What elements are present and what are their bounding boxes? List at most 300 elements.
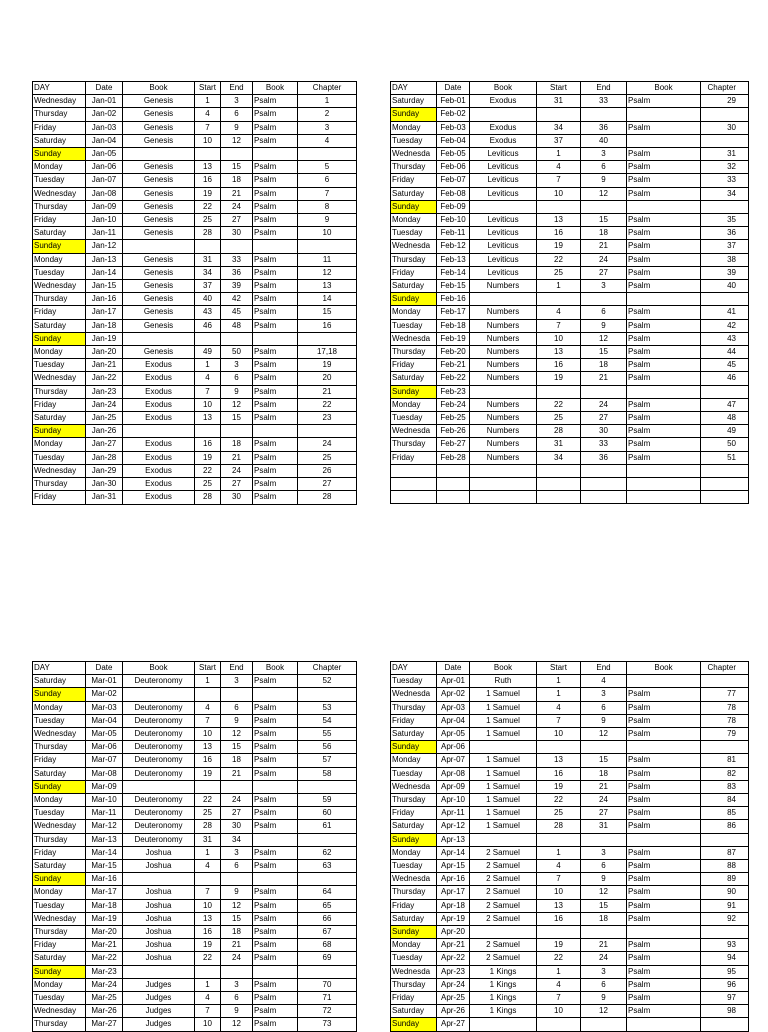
chapter-cell [701, 108, 749, 121]
chapter-cell: 70 [298, 978, 357, 991]
day-cell: Friday [33, 491, 86, 504]
start-cell: 13 [195, 741, 221, 754]
start-cell [537, 491, 581, 504]
psalm-book-cell: Psalm [627, 846, 701, 859]
chapter-cell: 2 [298, 108, 357, 121]
psalm-book-cell: Psalm [253, 372, 298, 385]
end-cell: 33 [221, 253, 253, 266]
table-row [391, 359, 749, 372]
book-cell [470, 293, 537, 306]
day-cell: Friday [391, 714, 437, 727]
day-cell: Thursday [33, 200, 86, 213]
chapter-cell: 68 [298, 939, 357, 952]
end-cell: 30 [581, 425, 627, 438]
date-cell: Jan-26 [86, 425, 123, 438]
chapter-cell: 36 [701, 227, 749, 240]
chapter-header: Chapter [298, 82, 357, 95]
psalm-book-cell: Psalm [253, 899, 298, 912]
end-cell: 3 [221, 359, 253, 372]
date-cell: Jan-03 [86, 121, 123, 134]
chapter-cell [298, 148, 357, 161]
day-cell: Wednesday [33, 187, 86, 200]
day-cell: Friday [391, 451, 437, 464]
book-cell: Joshua [123, 926, 195, 939]
chapter-cell: 64 [298, 886, 357, 899]
book-cell: 2 Samuel [470, 952, 537, 965]
chapter-cell: 34 [701, 187, 749, 200]
end-cell: 15 [221, 741, 253, 754]
table-row [33, 451, 357, 464]
table-row [391, 701, 749, 714]
date-cell: Jan-16 [86, 293, 123, 306]
chapter-cell [298, 780, 357, 793]
day-cell: Thursday [33, 108, 86, 121]
start-cell: 16 [537, 359, 581, 372]
table-row [391, 266, 749, 279]
start-cell: 25 [537, 412, 581, 425]
chapter-cell [701, 464, 749, 477]
book-cell: Numbers [470, 425, 537, 438]
day-cell: Monday [33, 253, 86, 266]
day-cell: Wednesda [391, 425, 437, 438]
book-cell: 1 Kings [470, 992, 537, 1005]
end-cell: 15 [581, 214, 627, 227]
end-cell: 12 [221, 728, 253, 741]
psalm-book-cell: Psalm [253, 200, 298, 213]
chapter-cell: 25 [298, 451, 357, 464]
table-row [33, 332, 357, 345]
start-cell: 37 [537, 134, 581, 147]
date-cell: Jan-29 [86, 464, 123, 477]
start-cell [195, 688, 221, 701]
psalm-book-cell: Psalm [253, 912, 298, 925]
day-cell: Friday [33, 398, 86, 411]
start-cell: 31 [537, 95, 581, 108]
chapter-cell: 4 [298, 134, 357, 147]
start-cell: 19 [537, 780, 581, 793]
table-row [33, 478, 357, 491]
day-cell: Wednesda [391, 148, 437, 161]
table-row [391, 214, 749, 227]
book-cell: 1 Samuel [470, 794, 537, 807]
date-cell: Jan-17 [86, 306, 123, 319]
chapter-cell: 32 [701, 161, 749, 174]
chapter-cell: 92 [701, 912, 749, 925]
book-cell: 1 Kings [470, 965, 537, 978]
end-cell: 34 [221, 833, 253, 846]
chapter-cell [298, 332, 357, 345]
date-cell: Jan-24 [86, 398, 123, 411]
end-cell: 3 [221, 846, 253, 859]
end-cell [221, 780, 253, 793]
date-cell: Apr-04 [437, 714, 470, 727]
date-cell: Mar-26 [86, 1005, 123, 1018]
day-cell [391, 464, 437, 477]
psalm-book-header: Book [253, 82, 298, 95]
start-cell [537, 200, 581, 213]
start-cell: 7 [537, 714, 581, 727]
psalm-book-cell [627, 491, 701, 504]
end-cell: 6 [221, 992, 253, 1005]
chapter-cell: 82 [701, 767, 749, 780]
book-cell: 2 Samuel [470, 846, 537, 859]
day-cell: Saturday [33, 319, 86, 332]
book-cell [470, 926, 537, 939]
day-cell: Sunday [391, 1018, 437, 1031]
psalm-book-cell: Psalm [253, 820, 298, 833]
chapter-cell: 21 [298, 385, 357, 398]
start-cell: 10 [195, 899, 221, 912]
date-cell: Apr-13 [437, 833, 470, 846]
psalm-book-cell: Psalm [627, 754, 701, 767]
psalm-book-cell [627, 464, 701, 477]
start-cell: 46 [195, 319, 221, 332]
psalm-book-cell [253, 780, 298, 793]
chapter-cell: 77 [701, 688, 749, 701]
start-cell [537, 478, 581, 491]
end-cell [581, 293, 627, 306]
chapter-cell: 79 [701, 728, 749, 741]
date-cell: Jan-04 [86, 134, 123, 147]
book-cell: Genesis [123, 346, 195, 359]
end-cell: 3 [221, 95, 253, 108]
end-cell: 6 [581, 978, 627, 991]
table-row [391, 425, 749, 438]
date-cell: Mar-01 [86, 675, 123, 688]
end-cell: 27 [221, 214, 253, 227]
end-cell: 27 [581, 412, 627, 425]
start-cell: 4 [537, 978, 581, 991]
book-cell: Judges [123, 992, 195, 1005]
start-cell: 19 [195, 187, 221, 200]
day-cell: Wednesday [33, 1005, 86, 1018]
book-cell: Genesis [123, 187, 195, 200]
date-cell: Jan-13 [86, 253, 123, 266]
table-row [33, 253, 357, 266]
chapter-cell: 62 [298, 846, 357, 859]
date-cell: Jan-06 [86, 161, 123, 174]
date-cell: Feb-19 [437, 332, 470, 345]
book-cell [470, 741, 537, 754]
day-cell: Monday [33, 886, 86, 899]
book-cell: Genesis [123, 293, 195, 306]
day-cell: Wednesda [391, 332, 437, 345]
date-cell: Feb-01 [437, 95, 470, 108]
chapter-cell: 41 [701, 306, 749, 319]
book-cell: 1 Samuel [470, 688, 537, 701]
book-cell: Leviticus [470, 174, 537, 187]
psalm-book-cell: Psalm [253, 1005, 298, 1018]
start-cell: 19 [195, 767, 221, 780]
chapter-cell: 31 [701, 148, 749, 161]
date-cell: Mar-23 [86, 965, 123, 978]
table-row [33, 1005, 357, 1018]
psalm-book-cell: Psalm [627, 398, 701, 411]
table-row [33, 754, 357, 767]
end-cell: 18 [221, 174, 253, 187]
book-cell: Leviticus [470, 161, 537, 174]
day-cell: Sunday [391, 833, 437, 846]
start-cell [537, 464, 581, 477]
psalm-book-cell: Psalm [253, 675, 298, 688]
chapter-cell: 88 [701, 860, 749, 873]
chapter-cell: 26 [298, 464, 357, 477]
day-cell: Monday [33, 346, 86, 359]
date-cell: Feb-25 [437, 412, 470, 425]
book-cell: Deuteronomy [123, 714, 195, 727]
psalm-book-cell [627, 134, 701, 147]
date-cell: Apr-25 [437, 992, 470, 1005]
day-cell: Wednesday [33, 280, 86, 293]
reading-table-march [32, 661, 357, 1032]
date-cell: Jan-25 [86, 412, 123, 425]
psalm-book-cell: Psalm [253, 385, 298, 398]
chapter-cell: 37 [701, 240, 749, 253]
start-cell: 1 [537, 688, 581, 701]
end-cell: 21 [581, 939, 627, 952]
chapter-cell: 40 [701, 280, 749, 293]
end-cell: 21 [221, 767, 253, 780]
book-cell [470, 478, 537, 491]
table-row [391, 754, 749, 767]
end-cell: 15 [221, 161, 253, 174]
chapter-cell: 12 [298, 266, 357, 279]
date-cell: Apr-22 [437, 952, 470, 965]
book-header: Book [123, 82, 195, 95]
table-row [391, 886, 749, 899]
date-cell [437, 478, 470, 491]
table-row [391, 978, 749, 991]
day-cell: Tuesday [391, 134, 437, 147]
chapter-cell [298, 833, 357, 846]
end-cell [581, 200, 627, 213]
psalm-book-cell: Psalm [253, 227, 298, 240]
date-cell: Feb-03 [437, 121, 470, 134]
table-row [391, 240, 749, 253]
book-cell: 1 Kings [470, 978, 537, 991]
date-cell: Jan-19 [86, 332, 123, 345]
table-row [391, 952, 749, 965]
start-cell: 1 [195, 95, 221, 108]
date-cell: Feb-22 [437, 372, 470, 385]
start-cell: 10 [537, 728, 581, 741]
day-cell: Wednesday [33, 372, 86, 385]
table-row [33, 491, 357, 504]
chapter-cell: 54 [298, 714, 357, 727]
table-row [33, 714, 357, 727]
day-cell: Thursday [33, 833, 86, 846]
chapter-cell: 43 [701, 332, 749, 345]
psalm-book-cell: Psalm [253, 714, 298, 727]
start-cell: 28 [537, 425, 581, 438]
reading-table-april [390, 661, 749, 1032]
table-row [391, 912, 749, 925]
book-cell: Genesis [123, 174, 195, 187]
book-cell: Numbers [470, 346, 537, 359]
date-cell: Feb-23 [437, 385, 470, 398]
day-cell: Sunday [33, 965, 86, 978]
table-row [33, 372, 357, 385]
date-cell: Mar-15 [86, 860, 123, 873]
book-cell: 2 Samuel [470, 939, 537, 952]
psalm-book-cell [253, 873, 298, 886]
end-cell: 6 [581, 161, 627, 174]
date-cell: Apr-15 [437, 860, 470, 873]
table-row [33, 306, 357, 319]
table-row [33, 992, 357, 1005]
table-row [33, 952, 357, 965]
chapter-cell: 1 [298, 95, 357, 108]
day-cell: Sunday [33, 332, 86, 345]
chapter-cell: 14 [298, 293, 357, 306]
day-cell: Sunday [33, 425, 86, 438]
chapter-cell: 59 [298, 794, 357, 807]
psalm-book-cell: Psalm [627, 227, 701, 240]
psalm-book-cell: Psalm [627, 820, 701, 833]
date-cell: Jan-11 [86, 227, 123, 240]
start-cell [537, 741, 581, 754]
day-cell: Monday [391, 121, 437, 134]
date-cell: Jan-15 [86, 280, 123, 293]
book-cell: Genesis [123, 200, 195, 213]
psalm-book-cell: Psalm [627, 873, 701, 886]
chapter-cell [701, 200, 749, 213]
date-cell: Apr-12 [437, 820, 470, 833]
start-cell [537, 833, 581, 846]
psalm-book-cell: Psalm [627, 187, 701, 200]
end-cell: 3 [581, 688, 627, 701]
book-cell: Leviticus [470, 240, 537, 253]
day-cell: Sunday [33, 688, 86, 701]
chapter-cell: 20 [298, 372, 357, 385]
table-row [391, 899, 749, 912]
book-cell: Exodus [470, 134, 537, 147]
day-header: DAY [33, 82, 86, 95]
start-cell: 31 [537, 438, 581, 451]
start-cell: 1 [537, 280, 581, 293]
psalm-book-cell: Psalm [627, 886, 701, 899]
table-row [33, 95, 357, 108]
date-cell: Apr-02 [437, 688, 470, 701]
day-cell: Sunday [391, 926, 437, 939]
psalm-book-cell: Psalm [253, 319, 298, 332]
date-cell: Mar-08 [86, 767, 123, 780]
psalm-book-cell: Psalm [253, 886, 298, 899]
start-cell: 10 [195, 398, 221, 411]
book-cell: Joshua [123, 846, 195, 859]
date-cell: Jan-12 [86, 240, 123, 253]
chapter-cell [701, 926, 749, 939]
day-cell: Monday [33, 978, 86, 991]
day-cell: Wednesday [33, 820, 86, 833]
book-cell: 2 Samuel [470, 860, 537, 873]
date-cell: Apr-23 [437, 965, 470, 978]
table-row [33, 319, 357, 332]
psalm-book-cell: Psalm [627, 992, 701, 1005]
start-cell: 22 [195, 464, 221, 477]
start-cell: 16 [195, 438, 221, 451]
book-cell: Genesis [123, 253, 195, 266]
start-cell: 16 [195, 926, 221, 939]
psalm-book-cell: Psalm [253, 754, 298, 767]
psalm-book-cell: Psalm [253, 807, 298, 820]
chapter-cell: 24 [298, 438, 357, 451]
table-row [33, 227, 357, 240]
psalm-book-cell: Psalm [627, 767, 701, 780]
book-cell: Exodus [123, 451, 195, 464]
day-cell: Saturday [391, 372, 437, 385]
day-cell: Tuesday [33, 992, 86, 1005]
book-cell: Deuteronomy [123, 807, 195, 820]
table-row [391, 478, 749, 491]
start-cell [537, 385, 581, 398]
day-cell: Friday [33, 214, 86, 227]
psalm-book-cell: Psalm [253, 978, 298, 991]
chapter-cell: 78 [701, 701, 749, 714]
date-cell: Apr-21 [437, 939, 470, 952]
end-cell: 9 [581, 873, 627, 886]
table-row [391, 688, 749, 701]
day-cell: Friday [33, 306, 86, 319]
book-cell: Exodus [123, 464, 195, 477]
psalm-book-cell [253, 148, 298, 161]
date-cell: Mar-06 [86, 741, 123, 754]
end-cell: 24 [581, 952, 627, 965]
psalm-book-cell [627, 108, 701, 121]
book-cell [470, 108, 537, 121]
table-row [33, 978, 357, 991]
end-cell: 3 [221, 675, 253, 688]
chapter-cell: 45 [701, 359, 749, 372]
chapter-cell: 42 [701, 319, 749, 332]
chapter-cell: 73 [298, 1018, 357, 1031]
book-cell: 1 Samuel [470, 767, 537, 780]
psalm-book-cell: Psalm [253, 214, 298, 227]
start-cell: 19 [537, 240, 581, 253]
end-cell: 18 [581, 359, 627, 372]
table-row [391, 807, 749, 820]
psalm-book-cell: Psalm [253, 412, 298, 425]
start-cell: 43 [195, 306, 221, 319]
table-row [33, 359, 357, 372]
chapter-header: Chapter [701, 662, 749, 675]
date-cell [437, 491, 470, 504]
date-cell: Apr-27 [437, 1018, 470, 1031]
psalm-book-cell: Psalm [627, 899, 701, 912]
date-cell: Jan-18 [86, 319, 123, 332]
table-header-row [33, 662, 357, 675]
end-cell: 30 [221, 227, 253, 240]
start-header: Start [537, 82, 581, 95]
chapter-cell: 56 [298, 741, 357, 754]
start-cell: 1 [195, 359, 221, 372]
book-cell: Deuteronomy [123, 833, 195, 846]
chapter-cell [701, 1018, 749, 1031]
chapter-cell: 50 [701, 438, 749, 451]
date-cell: Apr-10 [437, 794, 470, 807]
start-cell [195, 148, 221, 161]
start-cell: 22 [537, 952, 581, 965]
date-cell: Mar-22 [86, 952, 123, 965]
book-cell: Deuteronomy [123, 794, 195, 807]
psalm-book-cell: Psalm [253, 939, 298, 952]
psalm-book-cell: Psalm [627, 728, 701, 741]
date-cell: Feb-06 [437, 161, 470, 174]
book-cell: 1 Samuel [470, 780, 537, 793]
table-row [391, 873, 749, 886]
start-cell: 7 [195, 385, 221, 398]
end-cell: 30 [221, 491, 253, 504]
